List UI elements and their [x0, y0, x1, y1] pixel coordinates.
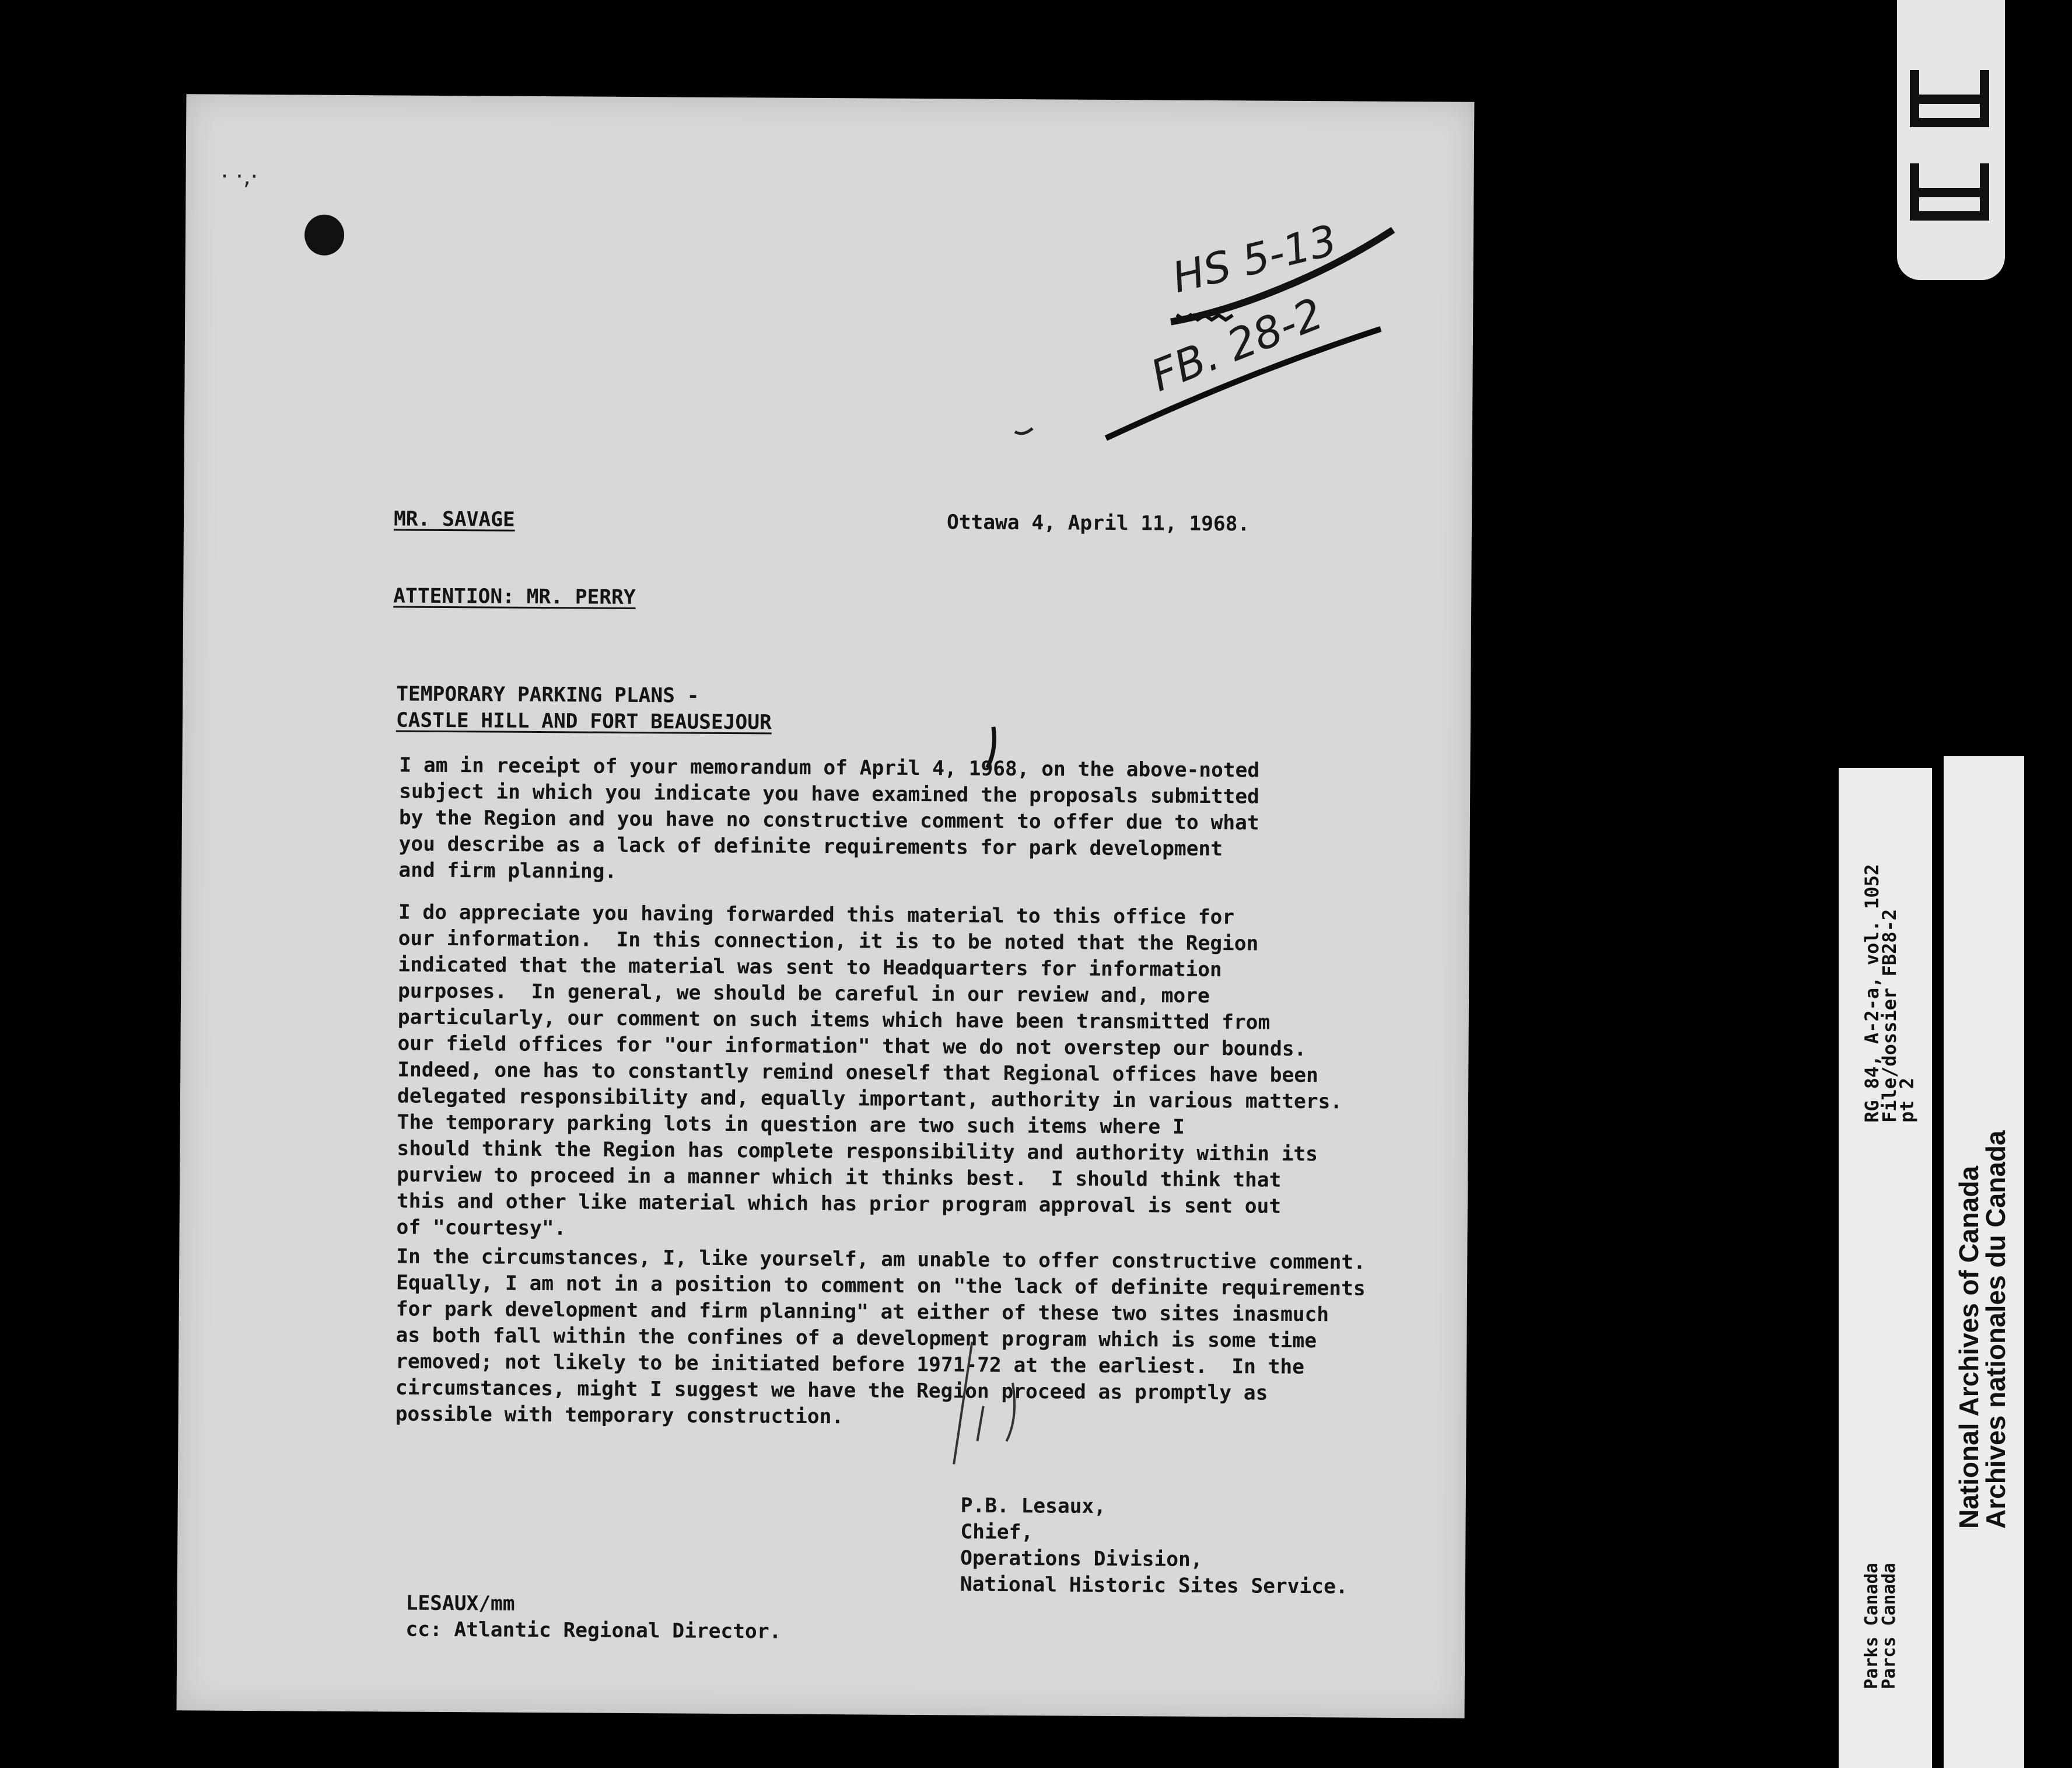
place-date: Ottawa 4, April 11, 1968. — [946, 511, 1250, 536]
paper-specks: · ·‚· — [220, 163, 258, 191]
parks-canada-label: Parks Canada Parcs Canada — [1861, 1563, 1899, 1689]
attention-line: ATTENTION: MR. PERRY — [393, 584, 636, 610]
paragraph-1: I am in receipt of your memorandum of April 4, 1968, on the above-noted subject in which you indicate you have examined the proposals submitted by the Region and you have no constructive comment to offer due to what you describe as a lack of definite requirements for park development and firm planning. — [398, 753, 1260, 883]
national-archives-label: National Archives of Canada Archives nationales du Canada — [1954, 1130, 2011, 1529]
paragraph-2: I do appreciate you having forwarded this material to this office for our information. In this connection, it is to be noted that the Region indicated that the material was sent to Headquarters for information purposes. In general, we should be careful in our review and, more particularly, our comment on such items which have been transmitted from our field offices for "our information" that we do not overstep our bounds. Indeed, one has to constantly remind oneself that Regional offices have been delegated responsibility and, equally important, authority in various matters. The temporary parking lots in question are two such items where I should think the Region has complete responsibility and authority within its purview to proceed in a manner which it thinks best. I should think that this and other like material which has prior program approval is sent out of "courtesy". — [396, 900, 1343, 1241]
handwritten-signature — [954, 1341, 1015, 1465]
handwritten-file-code-top: HS 5-13 — [1167, 215, 1342, 303]
signature-block: P.B. Lesaux, Chief, Operations Division, National Historic Sites Service. — [960, 1494, 1348, 1599]
handwritten-file-code-bottom: FB. 28-2 — [1144, 288, 1330, 402]
document-page — [177, 94, 1475, 1718]
film-frame-tab — [1897, 0, 2005, 280]
archive-reference: RG 84, A-2-a, vol. 1052 File/dossier FB28-2 pt 2 — [1861, 864, 1918, 1123]
handwriting-layer — [177, 94, 1475, 1718]
subject-line-2: CASTLE HILL AND FORT BEAUSEJOUR — [396, 708, 772, 735]
addressee: MR. SAVAGE — [393, 507, 515, 532]
subject-line-1: TEMPORARY PARKING PLANS - — [396, 682, 699, 708]
checkmark — [987, 727, 994, 768]
frame-marks — [1897, 0, 2005, 280]
cc-line: LESAUX/mm cc: Atlantic Regional Director. — [405, 1591, 782, 1644]
pen-tick — [1015, 428, 1032, 434]
paragraph-3: In the circumstances, I, like yourself, am unable to offer constructive comment. Equally, I am not in a position to comment on "the lack of definite requirements for park development and firm planning" at either of these two sites inasmuch as both fall within the confines of a development program which is some time removed; not likely to be initiated before 1971-72 at the earliest. In the circumstances, might I suggest we have the Region proceed as promptly as possible with temporary construction. — [395, 1245, 1366, 1429]
